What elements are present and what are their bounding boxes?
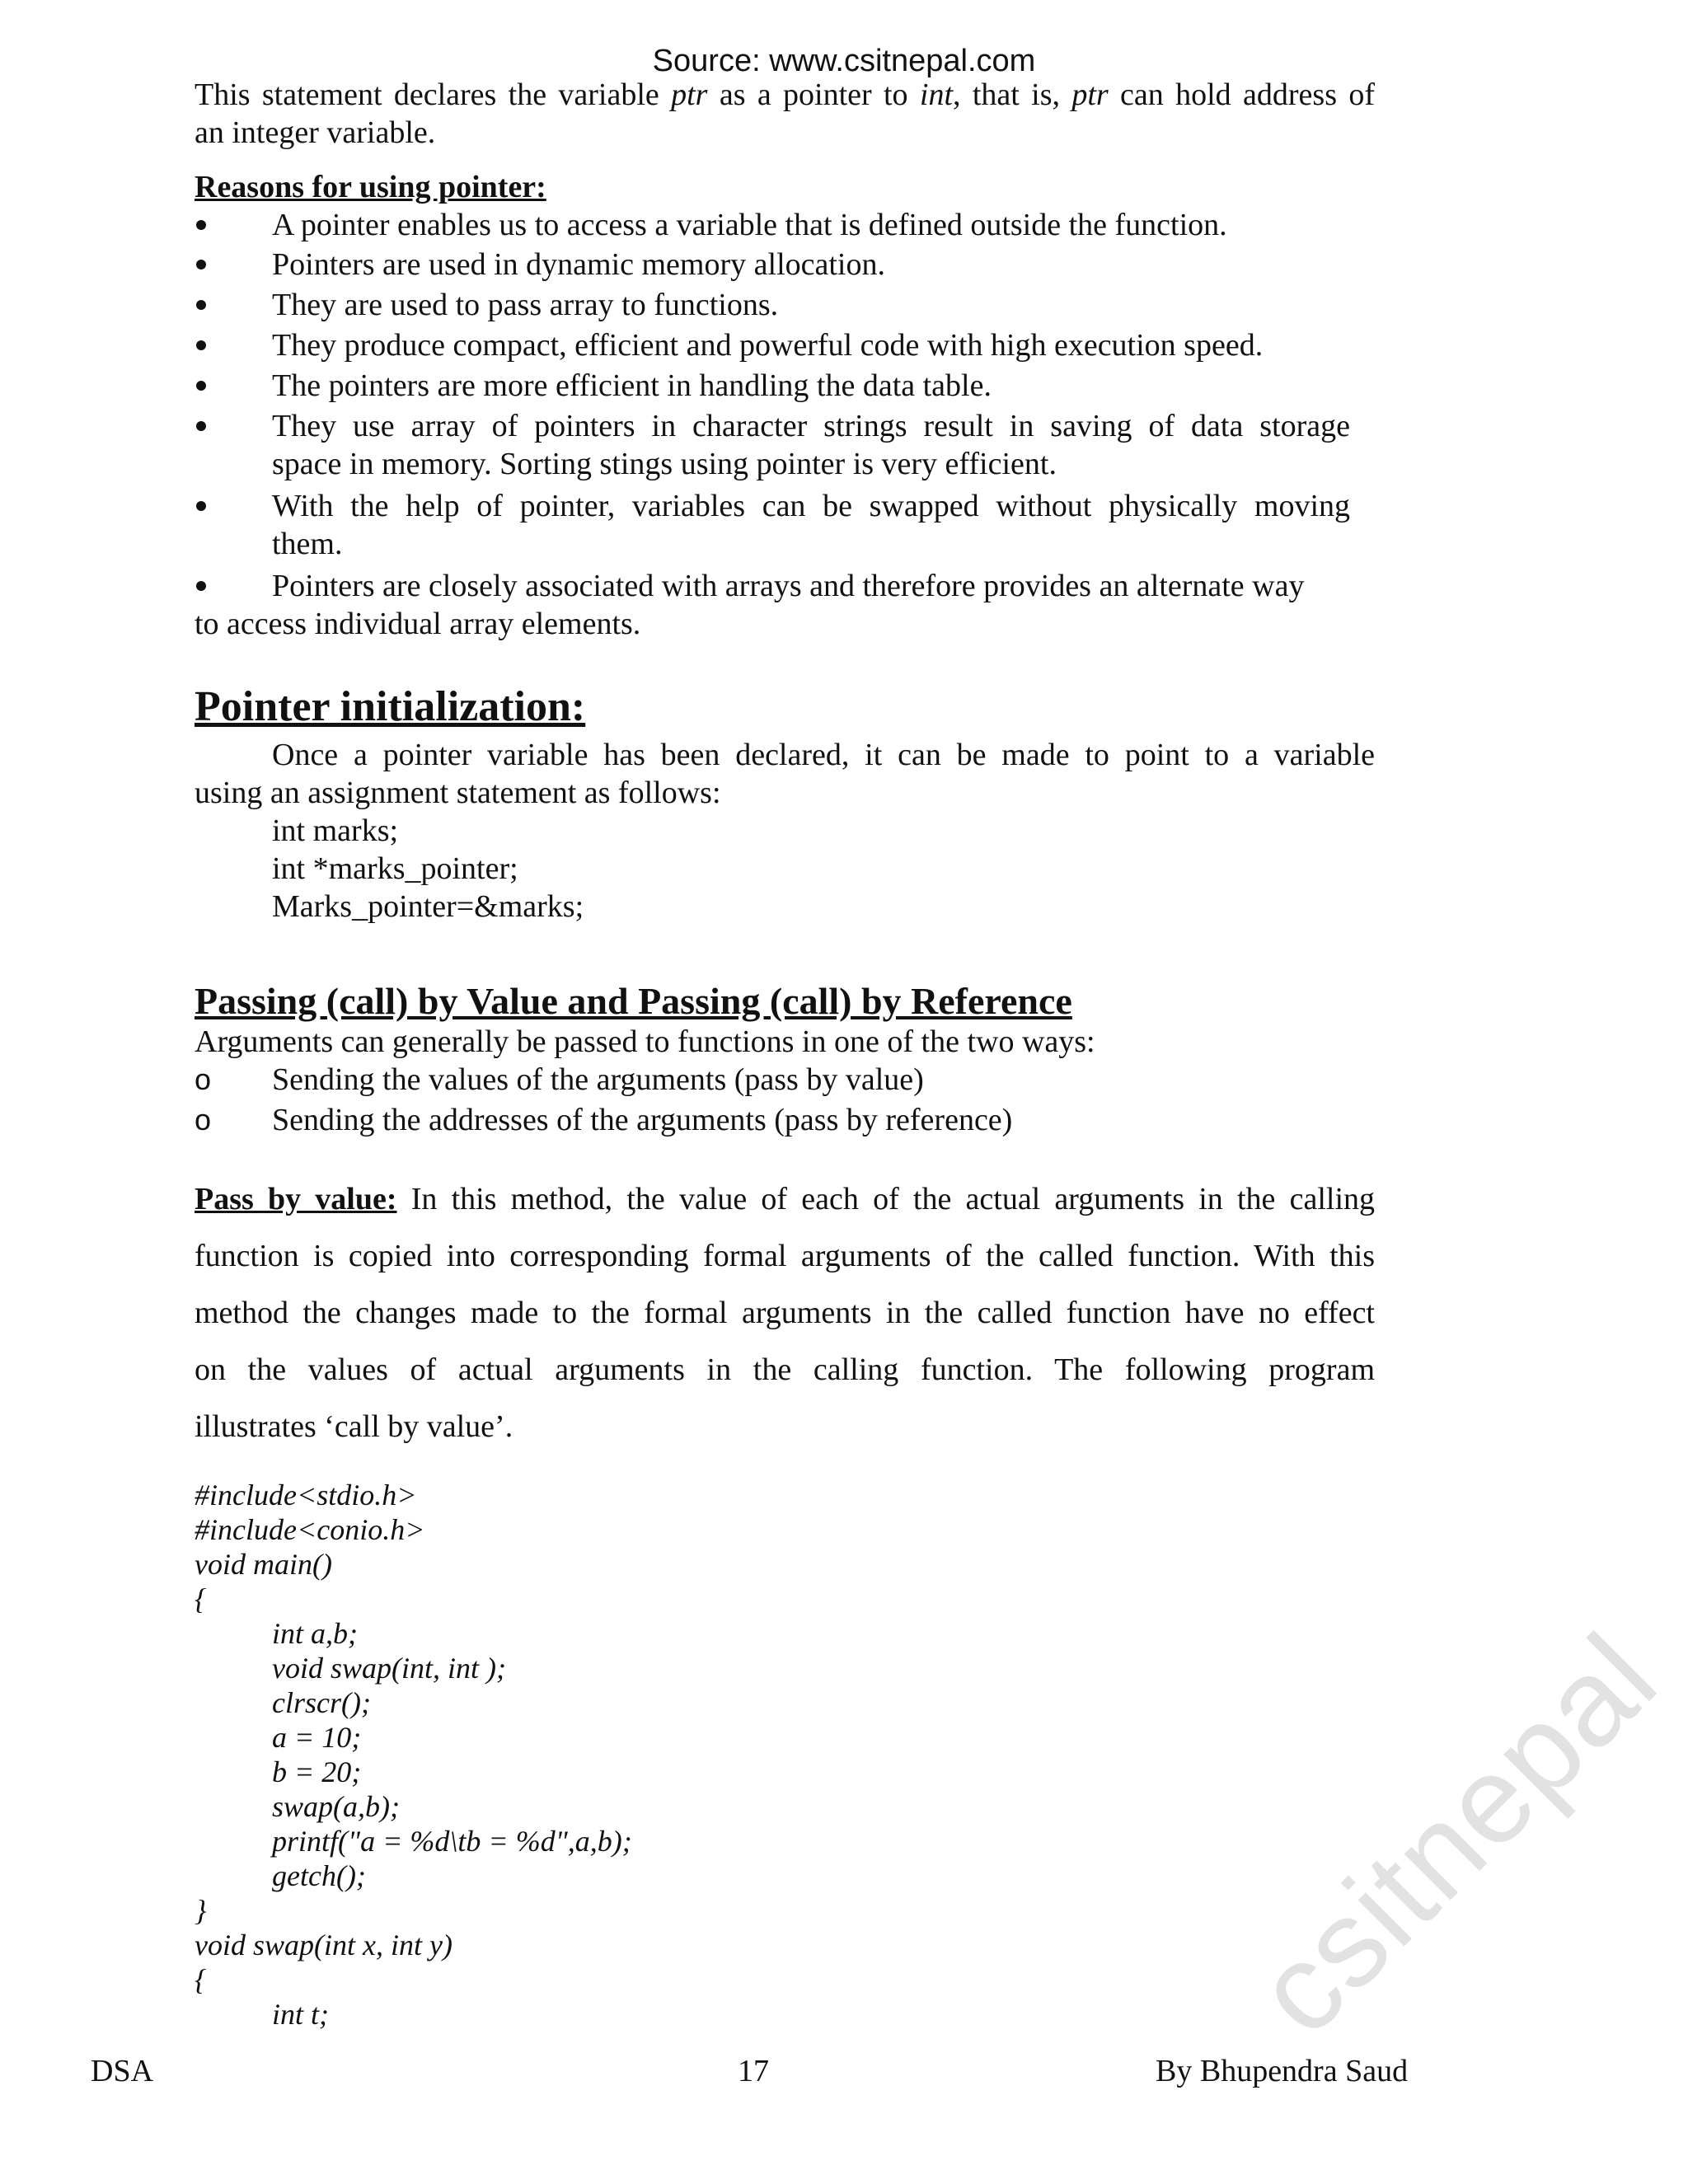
bullet-icon (196, 220, 206, 230)
passing-intro: Arguments can generally be passed to functions in one of the two ways: (195, 1024, 1095, 1059)
list-item-continuation: to access individual array elements. (195, 607, 641, 641)
pass-by-value-line-3: method the changes made to the formal arguments in the called function have no effect (195, 1296, 1375, 1330)
code-line: swap(a,b); (272, 1790, 400, 1823)
passing-option: Sending the addresses of the arguments (pass by reference) (272, 1103, 1013, 1137)
list-item-continuation: space in memory. Sorting stings using pointer is very efficient. (272, 447, 1057, 481)
list-item: They produce compact, efficient and powerful code with high execution speed. (272, 328, 1264, 363)
circle-bullet-icon: o (195, 1103, 212, 1137)
bullet-icon (196, 501, 206, 511)
code-line: { (195, 1582, 207, 1615)
bullet-icon (196, 381, 206, 391)
code-line: printf("a = %d\tb = %d",a,b); (272, 1825, 632, 1858)
list-item: Pointers are used in dynamic memory allocation. (272, 247, 885, 282)
list-item: They use array of pointers in character strings result in saving of data storage (272, 409, 1350, 443)
pointer-init-code-line: Marks_pointer=&marks; (272, 889, 584, 924)
list-item: The pointers are more efficient in handling the data table. (272, 368, 992, 403)
code-line: void swap(int x, int y) (195, 1929, 452, 1961)
list-item: A pointer enables us to access a variable that is defined outside the function. (272, 208, 1227, 242)
code-line: clrscr(); (272, 1686, 371, 1719)
bullet-icon (196, 260, 206, 269)
code-line: { (195, 1963, 207, 1996)
pass-by-value-line-4: on the values of actual arguments in the calling function. The following program (195, 1352, 1375, 1387)
footer-author: By Bhupendra Saud (1156, 2054, 1409, 2088)
page-number: 17 (738, 2054, 769, 2088)
list-item: They are used to pass array to functions. (272, 288, 779, 322)
bullet-icon (196, 340, 206, 350)
pass-by-value-label: Pass by value: (195, 1182, 397, 1216)
source-header: Source: www.csitnepal.com (652, 44, 1036, 78)
watermark: csitnepal (1229, 1607, 1683, 2061)
code-line: getch(); (272, 1859, 366, 1892)
list-item: With the help of pointer, variables can be swapped without physically moving (272, 489, 1350, 523)
pointer-init-code-line: int marks; (272, 813, 399, 848)
code-line: a = 10; (272, 1721, 362, 1754)
section-heading-pointer-initialization: Pointer initialization: (195, 683, 586, 730)
list-item: Pointers are closely associated with arrays and therefore provides an alternate way (272, 569, 1305, 603)
intro-line-1: This statement declares the variable ptr as a pointer to int, that is, ptr can hold address of (195, 77, 1375, 112)
pointer-init-code-line: int *marks_pointer; (272, 851, 518, 886)
bullet-icon (196, 300, 206, 310)
list-item-continuation: them. (272, 527, 343, 561)
circle-bullet-icon: o (195, 1062, 212, 1096)
bullet-icon (196, 421, 206, 431)
pass-by-value-line-1: Pass by value: In this method, the value of each of the actual arguments in the calling (195, 1182, 1375, 1216)
reasons-title: Reasons for using pointer: (195, 170, 546, 204)
code-line: int t; (272, 1998, 329, 2031)
pointer-init-line-1: Once a pointer variable has been declared, it can be made to point to a variable (272, 738, 1375, 772)
code-line: #include<stdio.h> (195, 1479, 417, 1511)
pass-by-value-line-2: function is copied into corresponding formal arguments of the called function. With this (195, 1239, 1375, 1273)
section-heading-passing: Passing (call) by Value and Passing (call) by Reference (195, 980, 1072, 1022)
code-line: void swap(int, int ); (272, 1652, 506, 1685)
intro-line-2: an integer variable. (195, 115, 436, 150)
code-line: } (195, 1894, 207, 1927)
code-line: void main() (195, 1548, 332, 1581)
code-line: #include<conio.h> (195, 1513, 425, 1546)
pointer-init-line-2: using an assignment statement as follows: (195, 776, 721, 810)
code-line: int a,b; (272, 1617, 358, 1650)
footer-left: DSA (91, 2054, 154, 2088)
code-line: b = 20; (272, 1755, 362, 1788)
pass-by-value-line-5: illustrates ‘call by value’. (195, 1409, 513, 1444)
passing-option: Sending the values of the arguments (pass by value) (272, 1062, 924, 1097)
bullet-icon (196, 581, 206, 591)
